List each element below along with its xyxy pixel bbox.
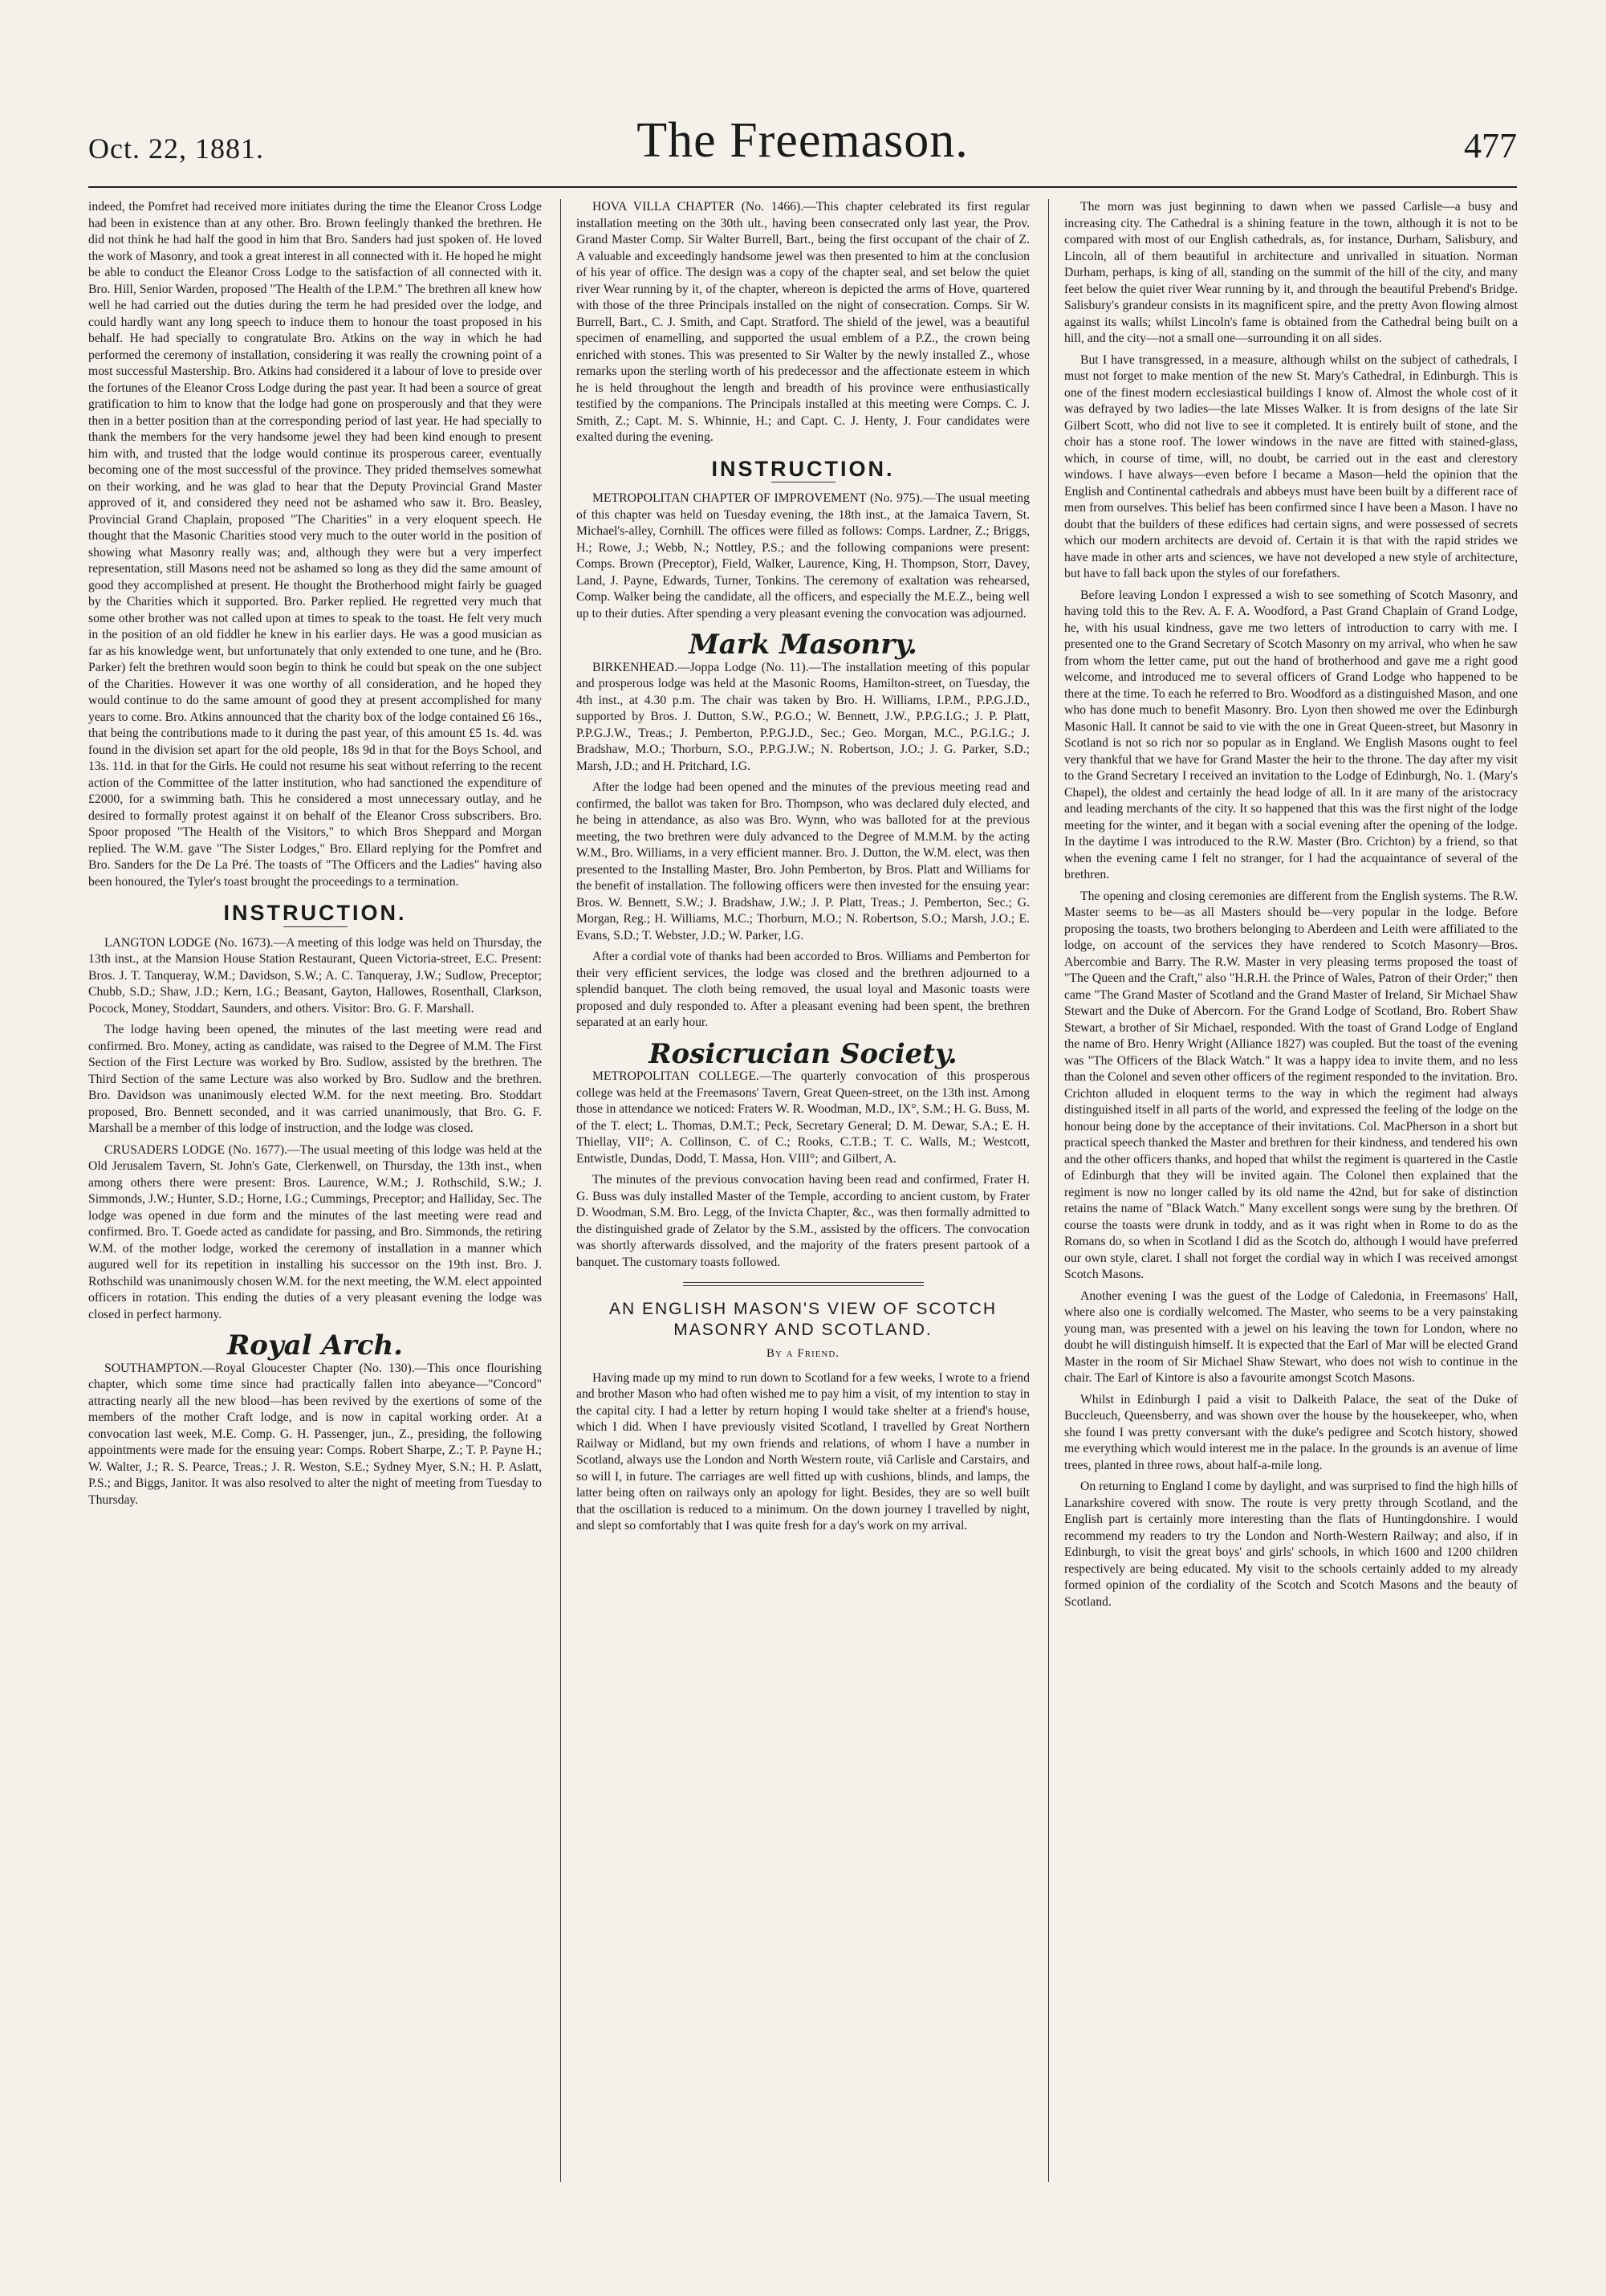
section-heading-instruction: INSTRUCTION.	[223, 901, 407, 925]
article-paragraph: Whilst in Edinburgh I paid a visit to Dalkeith Palace, the seat of the Duke of Buccleuch, Queensberry, and was shown over the house by the housekeeper, who, when she found I was pretty conversant with the duke's pedigree and Scotch history, showed me everything which would interest me in the palace. In the grounds is an avenue of lime trees, planted in three rows, about half-a-mile long.	[1064, 1392, 1518, 1472]
section-rule	[683, 1282, 924, 1286]
section-rule	[283, 926, 348, 927]
article-paragraph: Another evening I was the guest of the Lodge of Caledonia, in Freemasons' Hall, where also one is cordially welcomed. The Master, who seems to be a very painstaking young man, was presented with a jewel on his leaving the town for London, where no doubt he will distinguish himself. It is expected that the Earl of Mar will be elected Grand Master in the room of Sir Michael Shaw Stewart, who does not wish to continue in the chair. The Earl of Kintore is also a favourite amongst Scotch Masons.	[1064, 1288, 1518, 1385]
article-byline: By a Friend.	[766, 1347, 840, 1360]
issue-date: Oct. 22, 1881.	[88, 132, 264, 165]
article-heading: AN ENGLISH MASON'S VIEW OF SCOTCH MASONRY AND SCOTLAND.	[608, 1300, 998, 1339]
column-divider	[1048, 199, 1049, 2182]
column-3	[1064, 199, 1518, 2182]
article-paragraph: LANGTON LODGE (No. 1673).—A meeting of this lodge was held on Thursday, the 13th inst., at the Mansion House Station Restaurant, Queen Victoria-street, E.C. Present: Bros. J. T. Tanqueray, W.M.; Davidson, S.W.; A. C. Tanqueray, J.W.; Sudlow, Preceptor; Chubb, S.D.; Shaw, J.D.; Kern, I.G.; Beasant, Gayton, Hallowes, Rosenthall, Clarkson, Pocock, Money, Stoddart, Saunders, and others. Visitor: Bro. G. F. Marshall.	[88, 935, 542, 1016]
article-paragraph: But I have transgressed, in a measure, although whilst on the subject of cathedrals, I must not forget to make mention of the new St. Mary's Cathedral, in Edinburgh. This is one of the finest modern ecclesiastical buildings I know of. Almost the whole cost of it was defrayed by two ladies—the late Misses Walker. It is from designs of the late Sir Gilbert Scott, who did not live to see it completed. It is entirely built of stone, and the choir has a stone roof. The lower windows in the nave are fitted with stained-glass, which, in course of time, will, no doubt, be carried out in the east and clerestory windows. I have always—even before I became a Mason—held the opinion that the English and Continental cathedrals and abbeys must have been built by a different race of men from ourselves. This belief has been confirmed since I have been a Mason. I have no doubt that the builders of these edifices had certain signs, and were possessed of secrets which our modern architects are devoid of. Certain it is that with the rapid strides we have made in other arts and sciences, we have not developed a new style of architecture, but have to fall back upon the styles of our forefathers.	[1064, 352, 1518, 580]
article-paragraph: indeed, the Pomfret had received more initiates during the time the Eleanor Cross Lodge had been in existence than at any other. Bro. Brown feelingly thanked the brethren. He did not think he had half the good in him that Bro. Sanders had just spoken of. He loved the work of Masonry, and took a great interest in all connected with it. He hoped he might be able to conduct the Eleanor Cross Lodge to the satisfaction of all connected with it. Bro. Hill, Senior Warden, proposed "The Health of the I.P.M." The brethren all knew how well he had carried out the duties during the term he had presided over the lodge, and could hardly want any long speech to induce them to honour the toast proposed in his behalf. He had specially to congratulate Bro. Atkins on the way in which he had performed the ceremony of installation, considering it was really the crowning point of a most successful Mastership. Bro. Atkins had considered it a labour of love to preside over the fortunes of the Eleanor Cross Lodge during the past year. It had been a source of great gratification to him to know that the lodge had gone on prosperously and that they were then in a better position than at the corresponding period of last year. He had specially to thank the members for the very handsome jewel they had been kind enough to present him with, and trusted that the lodge would continue its prosperous career, eventually becoming one of the most successful of the province. They prided themselves somewhat on their working, and he was glad to hear that the Deputy Provincial Grand Master approved of it, and considered they need not be ashamed who saw it. Bro. Beasley, Provincial Grand Chaplain, proposed "The Charities" in a very eloquent speech. He thought that the Masonic Charities stood very much to the outer world in the position of showing what Masonry really was; and, although they were but a very imperfect representation, still Masons need not be ashamed so long as they did the same amount of good they accomplished at present. He thought the Brotherhood might fairly be guaged by the Charities which it supported. Bro. Parker replied. He regretted very much that some other brother was not called upon at times to speak to the toast. He felt very much in the position of an old fiddler he knew in his earlier days. He was a good musician as far as his knowledge went, but unfortunately that only extended to one tune, and he (Bro. Parker) felt the brethren would soon begin to think he could but speak on the one subject of the Charities. However it was one worthy of all consideration, and he hoped they would continue to do the same amount of good they at present accomplished for many years to come. Bro. Atkins announced that the charity box of the lodge contained £6 16s., that being the contributions made to it during the past year, of this amount £5 1s. 4d. was found in the division set apart for the old people, 18s 9d in that for the Boys School, and 13s. 11d. in that for the Girls. He could not resume his seat without referring to the recent action of the Committee of the latter institution, who had sanctioned the expenditure of £2000, for a swimming bath. This he considered a most unnecessary outlay, and he desired to formally protest against it on behalf of the Eleanor Cross subscribers. Bro. Spoor proposed "The Health of the Visitors," to which Bros Sheppard and Morgan replied. The W.M. gave "The Sister Lodges," Bro. Ellard replying for the Pomfret and Bro. Sanders for the De La Pré. The toasts of "The Officers and the Ladies" having also been honoured, the Tyler's toast brought the proceedings to a termination.	[88, 200, 542, 889]
article-paragraph: Before leaving London I expressed a wish to see something of Scotch Masonry, and having told this to the Rev. A. F. A. Woodford, a Past Grand Chaplain of Grand Lodge, he, with his usual kindness, gave me two letters of introduction to carry with me. I presented one to the Grand Secretary of Scotch Masonry on my arrival, who when he saw from whom the letter came, put out the hand of brotherhood and gave me a right good welcome, and introduced me to several officers of Grand Lodge who happened to be there at the time. To each he referred to Bro. Woodford as a distinguished Mason, and one who has done much to benefit Masonry. Bro. Lyon then showed me over the Edinburgh Masonic Hall. It cannot be said to vie with the one in Great Queen-street, but Masonry in Scotland is not so rich nor so popular as in England. We English Masons ought to feel very thankful that we have for Grand Master the heir to the throne. The day after my visit to the Grand Secretary I received an invitation to the Lodge of Edinburgh, No. 1. (Mary's Chapel), the oldest and certainly the head lodge of all. In it are many of the aristocracy and leading merchants of the city. It so happened that this was the first night of the lodge meeting for the winter, and it began with a social evening after the opening of the lodge. In the daytime I was introduced to the R.W. Master (Bro. Crichton) by a friend, so that when the evening came I felt no stranger, for I had the acquaintance of several of the brethren.	[1064, 588, 1518, 881]
article-paragraph: The opening and closing ceremonies are different from the English systems. The R.W. Master seems to be—as all Masters should be—very popular in the lodge. Before proposing the toasts, two brothers belonging to Aberdeen and Leith were affiliated to the lodge, on account of the services they have rendered to Scotch Masonry—Bros. Abercombie and Barry. The R.W. Master in very pleasing terms proposed the toast of "The Queen and the Craft," also "H.R.H. the Prince of Wales, Patron of their Order;" then came "The Grand Master of Scotland and the Grand Master of Ireland, Sir Michael Shaw Stewart and the Duke of Abercorn. For the Grand Lodge of Scotland, Bro. Robert Shaw Stewart, a brother of Sir Michael, responded. With the toast of Grand Lodge of England the name of Bro. Henry Wright (Alliance 1827) was coupled. But the toast of the evening was "The Officers of the Black Watch." It was a happy idea to invite them, and no less than the Colonel and seven other officers of the regiment responded to the invitation. Bro. Crichton alluded in eloquent terms to the way in which the regiment had always distinguished itself in all parts of the world, and expressed the feeling of the lodge on the honour being done by the acceptance of their invitations. Col. MacPherson in a short but practical speech thanked the Master and brethren for their kindness, and tendered his own and the other officers thanks, and hoped that whilst the regiment is quartered in the Castle of Edinburgh that they will be invited again. The Colonel then explained that the regiment is now no longer called by its old name the 42nd, but for sake of distinction retains the name of "Black Watch." Many excellent songs were sung by the brethren. Of course the toasts were drunk in toddy, and as it was right when in Rome to do as the Romans do, so when in Scotland I did as the Scotch do, although I would have preferred our own style, claret. I shall not forget the cordial way in which I was received amongst Scotch Masons.	[1064, 889, 1518, 1281]
article-paragraph: On returning to England I come by daylight, and was surprised to find the high hills of Lanarkshire covered with snow. The route is very pretty through Scotland, and the English part is certainly more interesting than the flats of Huntingdonshire. I would recommend my readers to try the London and North-Western Railway; and also, if in Edinburgh, to visit the great boys' and girls' schools, in which 1600 and 1200 children respectively are being educated. My visit to the schools certainly added to my already formed opinion of the cordiality of the Scotch and Scotch Masons and the beauty of Scotland.	[1064, 1480, 1518, 1609]
page-number: 477	[1464, 126, 1517, 165]
masthead-rule	[88, 186, 1517, 188]
newspaper-title: The Freemason.	[636, 113, 969, 168]
section-heading-rosicrucian: Rosicrucian Society.	[648, 1037, 958, 1070]
article-paragraph: After a cordial vote of thanks had been accorded to Bros. Williams and Pemberton for their very efficient services, the lodge was closed and the brethren adjourned to a splendid banquet. The cloth being removed, the usual loyal and Masonic toasts were proposed and duly responded to. After a pleasant evening had been spent, the brethren separated at an early hour.	[576, 950, 1030, 1029]
article-paragraph: METROPOLITAN CHAPTER OF IMPROVEMENT (No. 975).—The usual meeting of this chapter was held on Tuesday evening, the 18th inst., at the Jamaica Tavern, St. Michael's-alley, Cornhill. The offices were filled as follows: Comps. Lardner, Z.; Briggs, H.; Rowe, J.; Webb, N.; Nottley, P.S.; and the following companions were present: Comps. Brown (Preceptor), Field, Walker, Laurence, King, H. Thompson, Storr, Davey, Land, J. Payne, Edwards, Turner, Tonkins. The ceremony of exaltation was rehearsed, Comp. Walker being the candidate, all the officers, and especially the M.E.Z., being well up to their duties. After spending a very pleasant evening the convocation was adjourned.	[576, 491, 1030, 621]
column-1	[88, 199, 542, 2182]
article-paragraph: BIRKENHEAD.—Joppa Lodge (No. 11).—The installation meeting of this popular and prosperous lodge was held at the Masonic Rooms, Hamilton-street, on Tuesday, the 4th inst., at 4.30 p.m. The chair was taken by Bro. H. Williams, I.P.M., P.P.G.J.D., supported by Bros. J. Dutton, S.W., P.G.O.; W. Bennett, J.W., P.P.G.I.G.; J. P. Platt, P.P.G.J.W., Treas.; J. Pemberton, P.P.G.J.D., Sec.; Geo. Morgan, M.C., P.G.I.G.; J. Bradshaw, M.O.; Thorburn, S.O., P.P.G.J.W.; N. Robertson, J.O.; J. G. Parker, S.D.; Marsh, J.D.; and H. Pritchard, I.G.	[576, 660, 1030, 773]
article-paragraph: HOVA VILLA CHAPTER (No. 1466).—This chapter celebrated its first regular installation meeting on the 30th ult., having been consecrated only last year, the Prov. Grand Master Comp. Sir Walter Burrell, Bart., being the first occupant of the chair of Z. A valuable and exceedingly handsome jewel was then presented to him at the conclusion of his year of office. The design was a copy of the chapter seal, and set below the quiet river Wear running by it, of the chapter, whereon is depicted the arms of Hove, quartered with those of the three Principals installed on the night of consecration. Comps. Sir W. Burrell, Bart., C. J. Smith, and Capt. Stratford. The shield of the jewel, was a beautiful specimen of enamelling, and supported the usual emblem of a P.Z., the crown being enriched with stones. This was presented to Sir Walter by the newly installed Z., whose remarks upon the sterling worth of his predecessor and the affectionate esteem in which he is held throughout the length and breadth of his province were enthusiastically testified by the companions. The Principals installed at this meeting were Comps. C. J. Smith, Z.; Capt. M. S. Whinnie, H.; and Capt. C. J. Henty, J. Four candidates were exalted during the evening.	[576, 200, 1030, 444]
section-heading-mark-masonry: Mark Masonry.	[689, 629, 917, 661]
article-paragraph: The minutes of the previous convocation having been read and confirmed, Frater H. G. Buss was duly installed Master of the Temple, according to ancient custom, by Frater D. Woodman, S.M. Bro. Legg, of the Invicta Chapter, &c., was then formally admitted to the distinguished grade of Zelator by the S.M., assisted by the officers. The convocation was shortly afterwards dissolved, and the majority of the fraters present partook of a banquet. The customary toasts followed.	[576, 1173, 1030, 1269]
column-divider	[560, 199, 561, 2182]
column-2	[576, 199, 1030, 2182]
article-paragraph: CRUSADERS LODGE (No. 1677).—The usual meeting of this lodge was held at the Old Jerusalem Tavern, St. John's Gate, Clerkenwell, on Thursday, the 13th inst., when among others there were present: Bros. Laurence, W.M.; J. Rothschild, S.W.; J. Simmonds, J.W.; Hunter, S.D.; Horne, I.G.; Cummings, Preceptor; and Halliday, Sec. The lodge was opened in due form and the minutes of the last meeting were read and confirmed. Bro. T. Goede acted as candidate for passing, and Bro. Simmonds, the retiring W.M. of the mother lodge, worked the ceremony of installation in a manner which augured well for its repetition in installing his successor on the 19th inst. Bro. J. Rothschild was unanimously chosen W.M. for the next meeting, the W.M. elect appointed officers in rotation. This ending the duties of a very pleasant evening the lodge was closed in perfect harmony.	[88, 1142, 542, 1321]
section-heading-instruction: INSTRUCTION.	[711, 456, 895, 481]
section-heading-royal-arch: Royal Arch.	[226, 1329, 404, 1362]
article-paragraph: Having made up my mind to run down to Scotland for a few weeks, I wrote to a friend and brother Mason who had often wished me to pay him a visit, of my intention to stay in the capital city. I had a letter by return hoping I would take shelter at a friend's house, which I did. When I have previously visited Scotland, I travelled by Great Northern Railway or Midland, but my own friends and relations, of whom I have a number in Scotland, always use the London and North Western route, viâ Carlisle and Carstairs, and so will I, in future. The carriages are well fitted up with cushions, blinds, and lamps, the latter being often on railways only an apology for light. Besides, they are so well built that the oscillation is reduced to a minimum. On the down journey I travelled by night, and slept so comfortably that I was quite fresh for a day's work on my arrival.	[576, 1370, 1030, 1533]
masthead	[88, 112, 1517, 185]
article-paragraph: The morn was just beginning to dawn when we passed Carlisle—a busy and increasing city. The Cathedral is a shining feature in the town, although it is not to be compared with most of our English cathedrals, as, for instance, Durham, Salisbury, and Lincoln, all of them beautiful in architecture and unrivalled in situation. Norman Durham, perhaps, is king of all, standing on the summit of the hill of the city, and many feet below the quiet river Wear running by it, and through the beautiful Prebend's Bridge. Salisbury's grandeur consists in its magnificent spire, and the pretty Avon flowing almost against its walls; whilst Lincoln's fame is obtained from the Cathedral being built on a hill, and the city—not a small one—surrounding it on all sides.	[1064, 200, 1518, 345]
article-paragraph: The lodge having been opened, the minutes of the last meeting were read and confirmed. Bro. Money, acting as candidate, was raised to the Degree of M.M. The First Section of the First Lecture was worked by Bro. Sudlow, assisted by the brethren. The Third Section of the same Lecture was also worked by Bro. Sudlow and the brethren. Bro. Davidson was unanimously elected W.M. for the next meeting. Bro. Stoddart proposed, Bro. Bennett seconded, and it was carried unanimously, that Bro. G. F. Marshall be a member of this lodge of instruction, and the lodge was closed.	[88, 1023, 542, 1135]
article-paragraph: METROPOLITAN COLLEGE.—The quarterly convocation of this prosperous college was held at the Freemasons' Tavern, Great Queen-street, on the 13th inst. Among those in attendance we noticed: Fraters W. R. Woodman, M.D., IX°, S.M.; H. G. Buss, M. of the T. elect; L. Thomas, D.M.T.; Peck, Secretary General; D. M. Dewar, S.A.; E. H. Thiellay, VII°; A. Collinson, C. of C.; Rooks, C.T.B.; T. C. Walls, M.; Westcott, Entwistle, Dundas, Dodd, T. Massa, Hon. VIII°; and Gilbert, A.	[576, 1069, 1030, 1166]
article-paragraph: After the lodge had been opened and the minutes of the previous meeting read and confirmed, the ballot was taken for Bro. Thompson, who was declared duly elected, and he being in attendance, as also was Bro. Wynn, who was balloted for at the previous meeting, the two brethren were duly advanced to the Degree of M.M.M. by the acting W.M., Bro. Williams, in a very efficient manner. Bro. J. Dutton, the W.M. elect, was then presented to the Installing Master, Bro. John Pemberton, by Bros. Platt and Williams for the benefit of installation. The following officers were then invested for the ensuing year: Bros. W. Bennett, S.W.; J. Bradshaw, J.W.; J. P. Platt, Treas.; J. Pemberton, Sec.; G. Morgan, Reg.; H. Williams, M.C.; Thorburn, M.O.; N. Robertson, S.O.; Marsh, J.O.; E. Evans, S.D.; T. Webster, J.D.; W. Parker, I.G.	[576, 780, 1030, 942]
article-paragraph: SOUTHAMPTON.—Royal Gloucester Chapter (No. 130).—This once flourishing chapter, which some time since had practically fallen into abeyance—"Concord" attracting nearly all the new blood—has been revived by the exertions of some of the members of the mother Craft lodge, and is now in capital working order. At a convocation last week, M.E. Comp. G. H. Passenger, jun., Z., presiding, the following appointments were made for the ensuing year: Comps. Robert Sharpe, Z.; T. P. Payne H.; W. Walter, J.; R. S. Pearce, Treas.; J. R. Weston, S.E.; Sydney Myer, S.N.; H. P. Aslatt, P.S.; and Biggs, Janitor. It was also resolved to alter the night of meeting from Tuesday to Thursday.	[88, 1361, 542, 1507]
